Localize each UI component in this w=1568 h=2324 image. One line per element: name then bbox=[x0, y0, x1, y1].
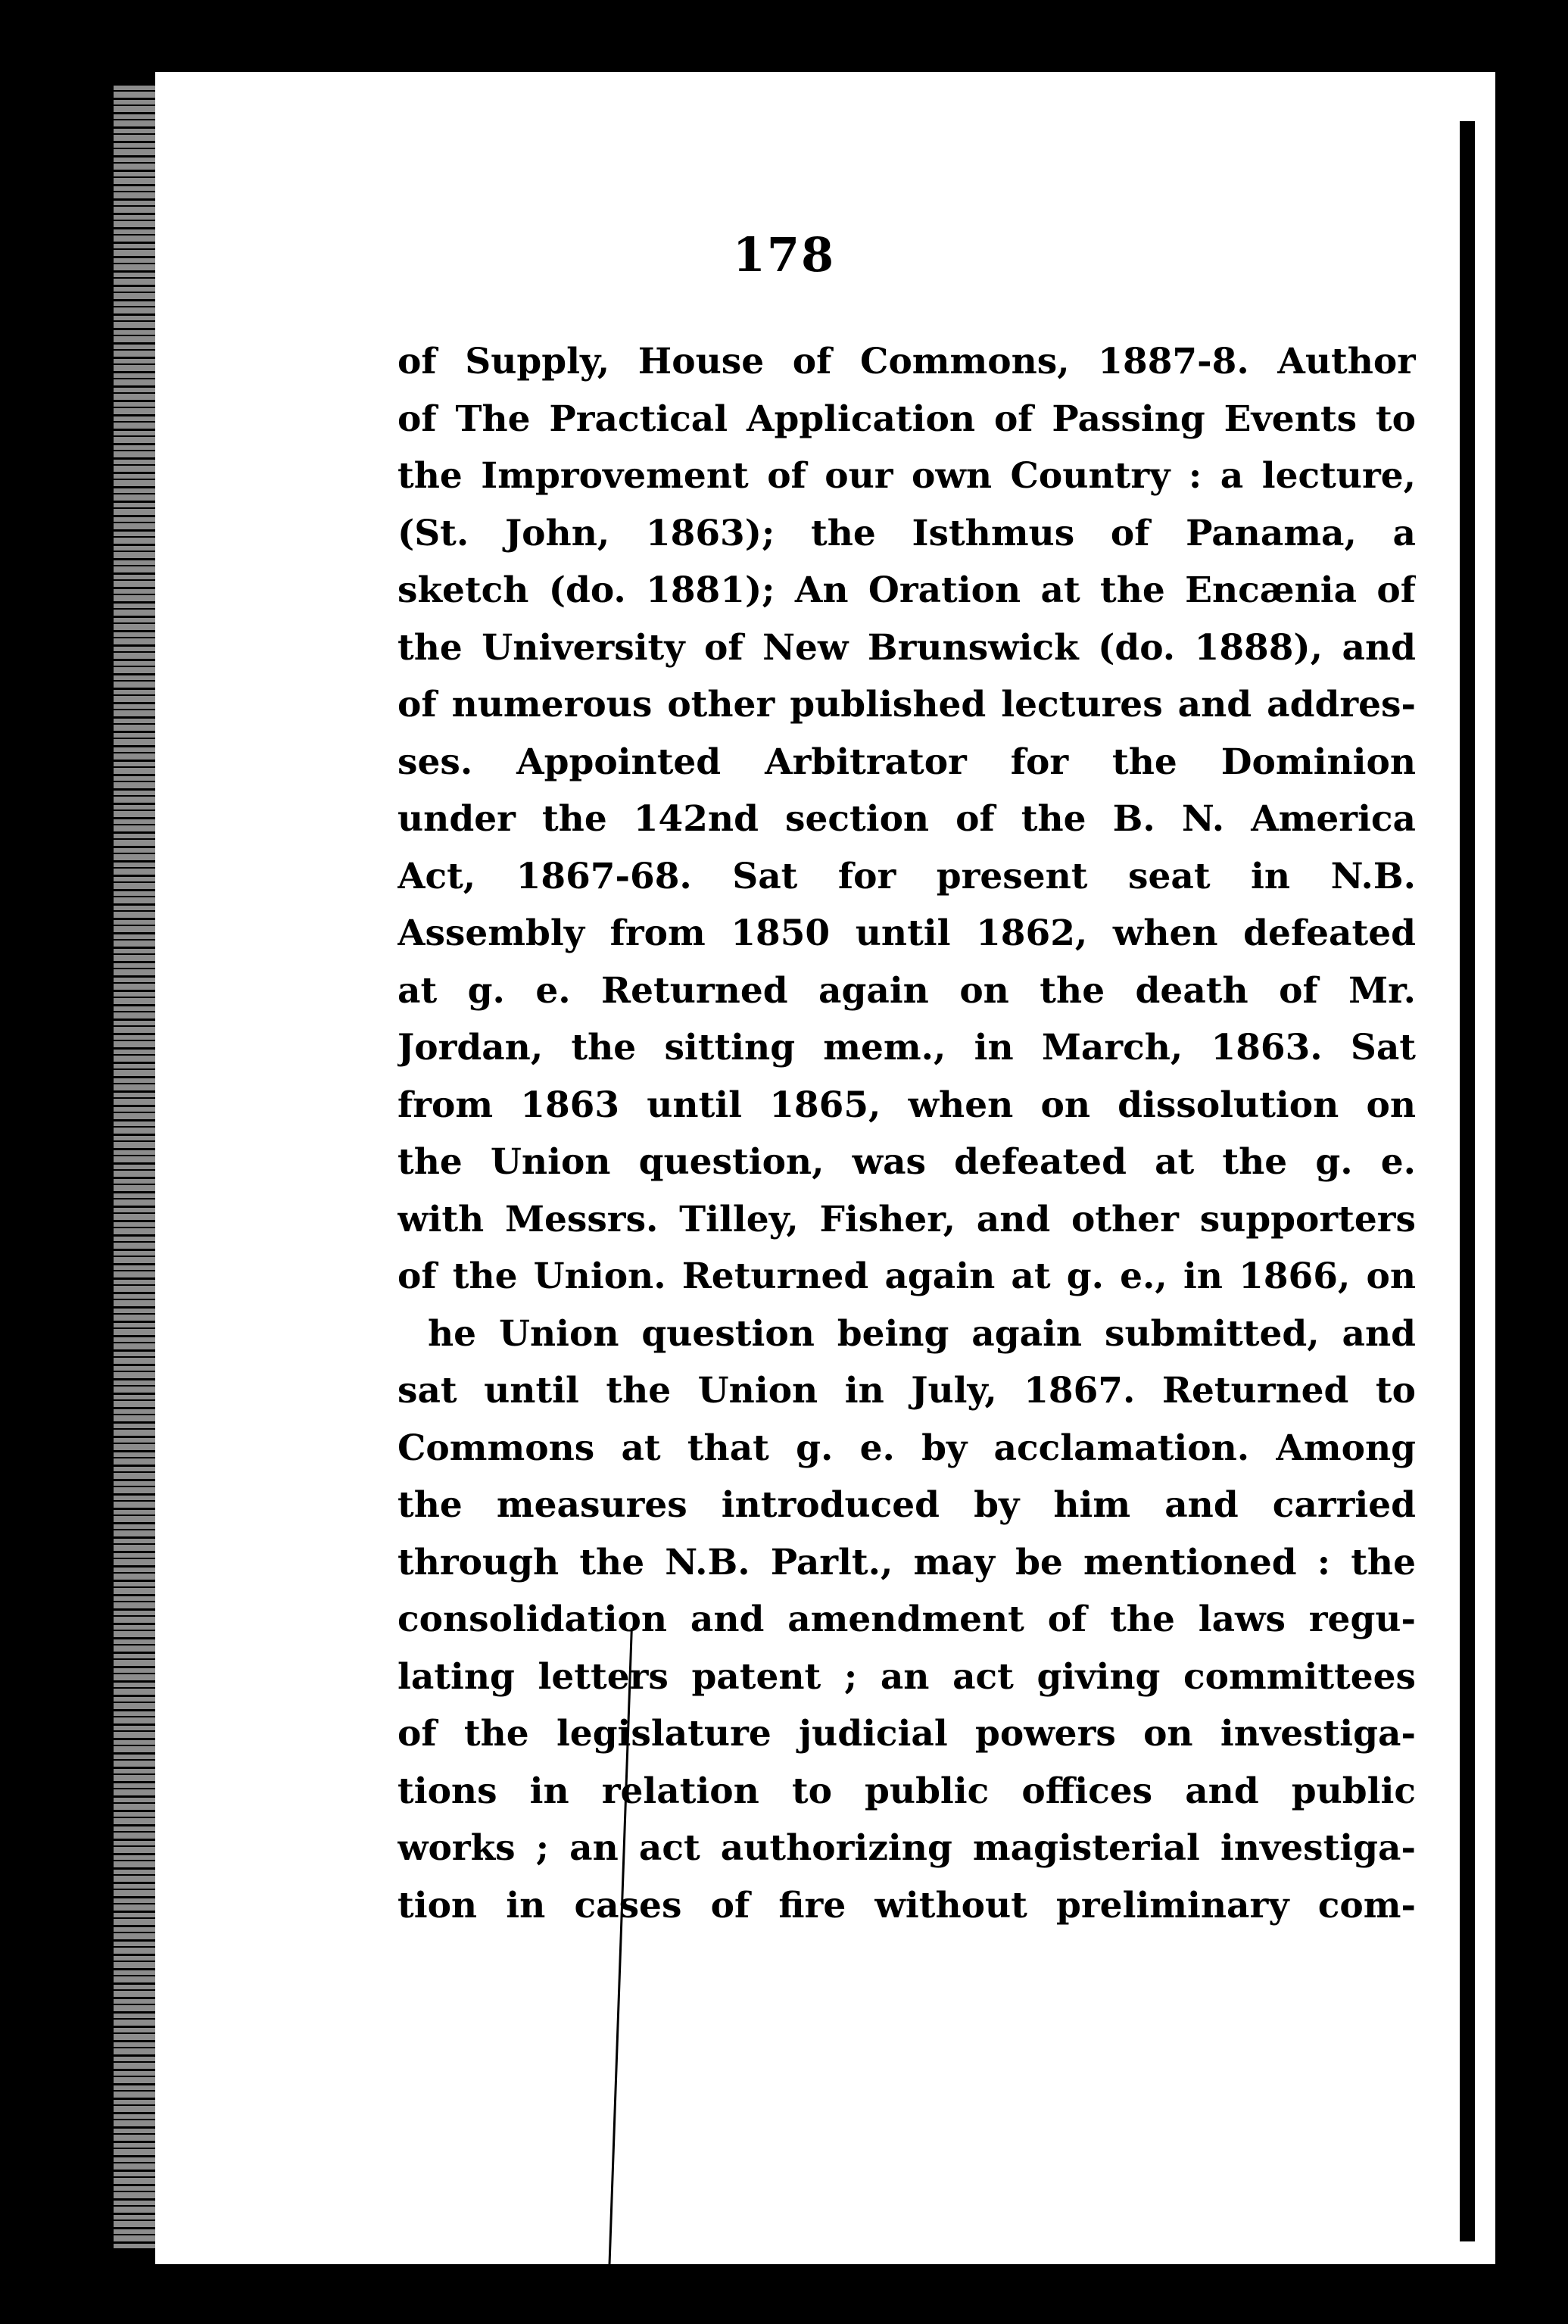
text-line: he Union question being again submitted, and bbox=[428, 1312, 1416, 1355]
text-line: Jordan, the sitting mem., in March, 1863. Sat bbox=[397, 1027, 1416, 1068]
text-line: Commons at that g. e. by acclamation. Among bbox=[397, 1427, 1416, 1469]
page-number: 178 bbox=[732, 227, 836, 282]
binding-shadow bbox=[1460, 121, 1475, 2241]
text-line: from 1863 until 1865, when on dissolution on bbox=[397, 1084, 1416, 1126]
text-line: tion in cases of fire without preliminary com- bbox=[397, 1884, 1416, 1926]
text-line: the Union question, was defeated at the g. e. bbox=[397, 1141, 1416, 1183]
text-line: of The Practical Application of Passing Events to bbox=[397, 398, 1416, 440]
text-line: sketch (do. 1881); An Oration at the Encænia of bbox=[397, 569, 1416, 611]
page-edge-right bbox=[1475, 114, 1492, 2249]
text-line: consolidation and amendment of the laws regu- bbox=[397, 1599, 1416, 1640]
text-line: Assembly from 1850 until 1862, when defeated bbox=[397, 912, 1416, 954]
text-line: through the N.B. Parlt., may be mentioned : the bbox=[397, 1541, 1416, 1583]
text-line: tions in relation to public offices and public bbox=[397, 1770, 1416, 1812]
text-line: at g. e. Returned again on the death of Mr. bbox=[397, 969, 1416, 1012]
text-line: of Supply, House of Commons, 1887-8. Author bbox=[397, 341, 1416, 382]
text-line: Act, 1867-68. Sat for present seat in N.B. bbox=[397, 855, 1416, 897]
text-line: the University of New Brunswick (do. 1888), and bbox=[397, 626, 1416, 669]
text-line: the measures introduced by him and carried bbox=[397, 1484, 1416, 1526]
text-line: (St. John, 1863); the Isthmus of Panama, a bbox=[397, 512, 1416, 554]
text-line: of numerous other published lectures and addres- bbox=[397, 684, 1416, 725]
text-line: under the 142nd section of the B. N. America bbox=[397, 798, 1416, 840]
text-line: of the legislature judicial powers on investiga- bbox=[397, 1713, 1416, 1755]
text-line: with Messrs. Tilley, Fisher, and other supporters bbox=[397, 1198, 1416, 1240]
text-line: ses. Appointed Arbitrator for the Dominion bbox=[397, 741, 1416, 783]
text-line: of the Union. Returned again at g. e., in 1866, on bbox=[397, 1256, 1416, 1297]
text-line: the Improvement of our own Country : a lecture, bbox=[397, 455, 1416, 497]
text-line: sat until the Union in July, 1867. Returned to bbox=[397, 1370, 1416, 1412]
text-line: works ; an act authorizing magisterial investiga- bbox=[397, 1827, 1416, 1869]
text-line: lating letters patent ; an act giving committees bbox=[397, 1655, 1416, 1698]
body-text bbox=[397, 333, 1416, 1934]
